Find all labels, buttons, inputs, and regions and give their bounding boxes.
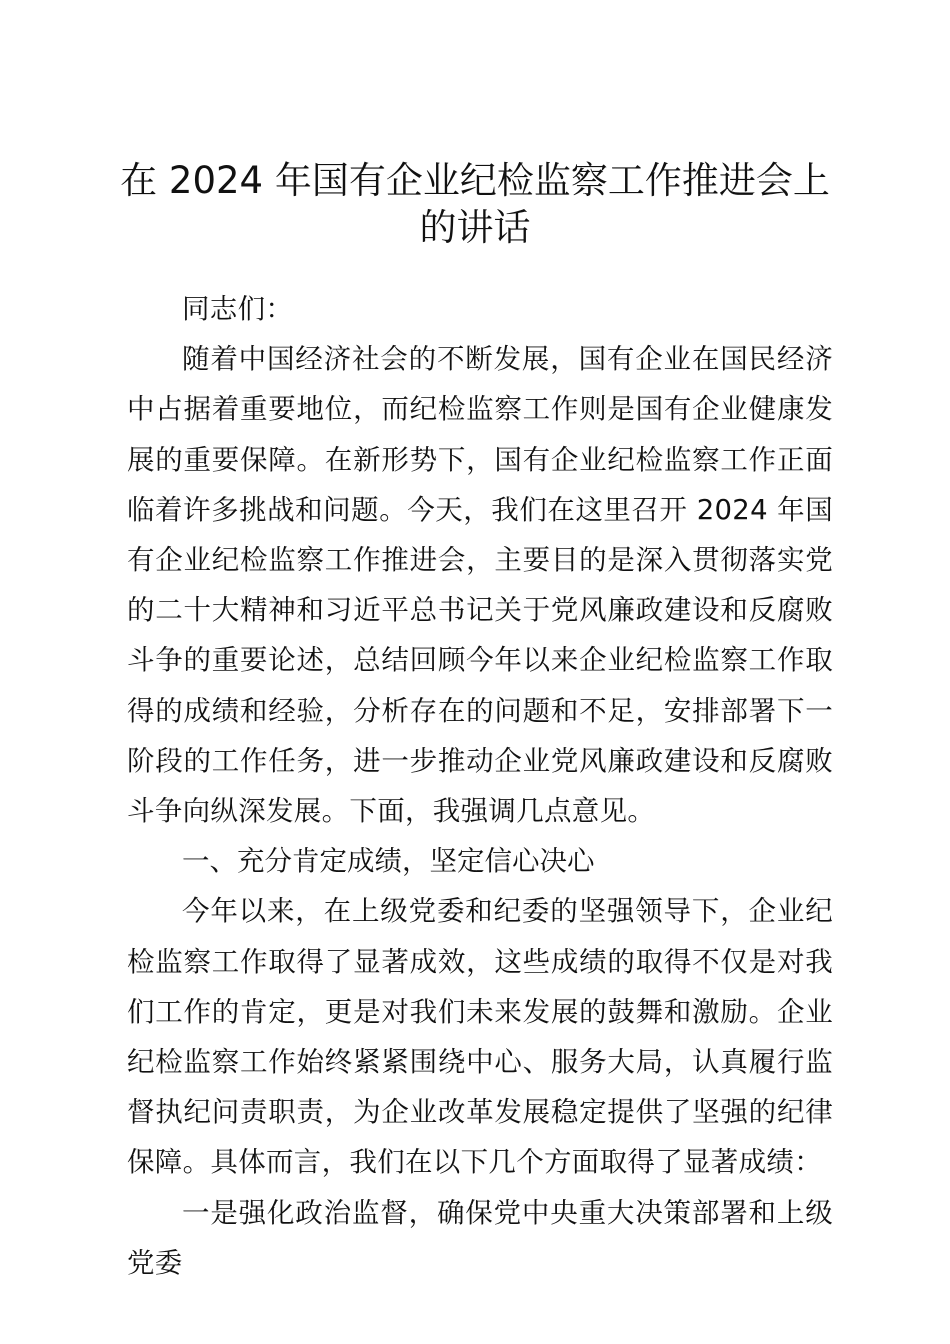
document-title: 在 2024 年国有企业纪检监察工作推进会上的讲话	[120, 159, 830, 249]
section-heading: 一、充分肯定成绩，坚定信心决心	[182, 845, 595, 878]
salutation: 同志们：	[182, 293, 294, 325]
section-paragraph-partial: 一是强化政治监督，确保党中央重大决策部署和上级党委	[127, 1196, 833, 1279]
intro-paragraph: 随着中国经济社会的不断发展，国有企业在国民经济中占据着重要地位，而纪检监察工作则是国有企业健康发展的重要保障。在新形势下，国有企业纪检监察工作正面临着许多挑战和问题。今天，我们在这里召开 2024 年国有企业纪检监察工作推进会，主要目的是深入贯彻落实党的二十大精神和习近平总书记关于党风廉政建设和反腐败斗争的重要论述，总结回顾今年以来企业纪检监察工作取得的成绩和经验，分析存在的问题和不足，安排部署下一阶段的工作任务，进一步推动企业党风廉政建设和反腐败斗争向纵深发展。下面，我强调几点意见。	[127, 343, 833, 828]
document-body	[127, 284, 833, 1288]
section-paragraph: 今年以来，在上级党委和纪委的坚强领导下，企业纪检监察工作取得了显著成效，这些成绩的取得不仅是对我们工作的肯定，更是对我们未来发展的鼓舞和激励。企业纪检监察工作始终紧紧围绕中心、服务大局，认真履行监督执纪问责职责，为企业改革发展稳定提供了坚强的纪律保障。具体而言，我们在以下几个方面取得了显著成绩：	[127, 895, 833, 1179]
